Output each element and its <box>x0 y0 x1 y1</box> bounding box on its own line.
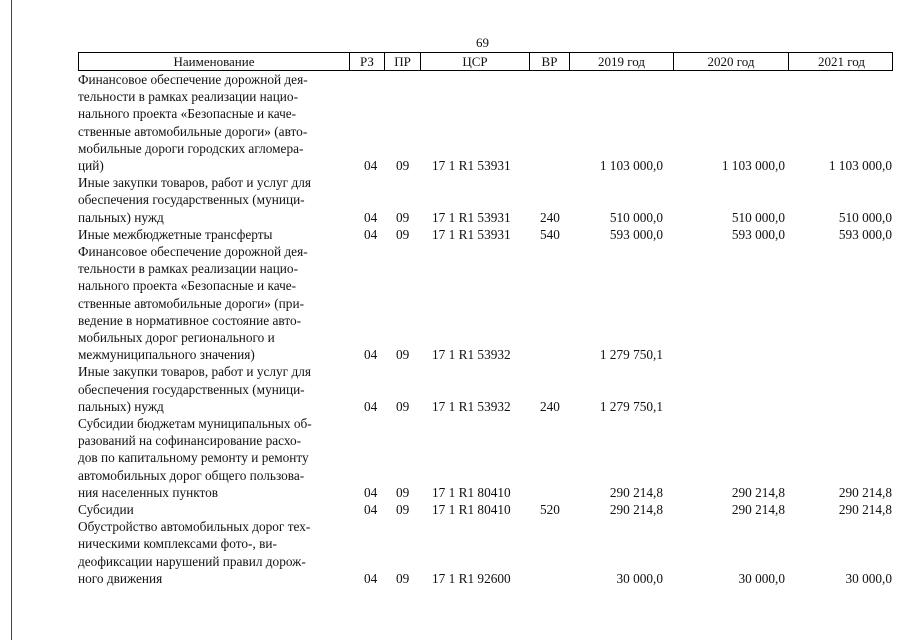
row-pr: 09 <box>396 158 410 174</box>
row-name-line: ния населенных пунктов <box>78 484 219 500</box>
row-2020: 510 000,0 <box>731 209 785 225</box>
row-pr: 09 <box>396 484 410 500</box>
row-name-line: ственные автомобильные дороги» (при- <box>78 295 304 311</box>
row-pr: 09 <box>396 502 410 518</box>
row-pr: 09 <box>396 398 410 414</box>
row-name-line: ведение в нормативное состояние авто- <box>78 312 302 328</box>
table-row <box>78 71 893 174</box>
row-pr: 09 <box>396 226 410 242</box>
row-2019: 1 279 750,1 <box>599 398 663 414</box>
row-name-line: Обустройство автомобильных дорог тех- <box>78 519 311 535</box>
row-values <box>78 484 893 501</box>
row-values <box>78 570 893 587</box>
row-name-line: Иные закупки товаров, работ и услуг для <box>78 175 311 191</box>
row-vr: 240 <box>540 398 560 414</box>
row-pr: 09 <box>396 570 410 586</box>
table-row <box>78 243 893 363</box>
row-2019: 593 000,0 <box>609 226 663 242</box>
row-2019: 290 214,8 <box>609 502 663 518</box>
table-row <box>78 415 893 501</box>
row-name-line: деофиксации нарушений правил дорож- <box>78 553 306 569</box>
header-name: Наименование <box>79 53 350 70</box>
row-values <box>78 398 893 415</box>
row-2019: 1 103 000,0 <box>599 158 663 174</box>
table-row <box>78 226 893 243</box>
budget-table <box>78 52 893 587</box>
table-row <box>78 518 893 587</box>
row-name-line: нального проекта «Безопасные и каче- <box>78 106 297 122</box>
row-name-line: обеспечения государственных (муници- <box>78 192 305 208</box>
row-csr: 17 1 R1 53931 <box>432 209 511 225</box>
row-name-line: мобильные дороги городских агломера- <box>78 140 304 156</box>
row-name-line: Финансовое обеспечение дорожной дея- <box>78 244 308 260</box>
row-rz: 04 <box>364 570 378 586</box>
row-csr: 17 1 R1 53932 <box>432 347 511 363</box>
row-2020: 593 000,0 <box>731 226 785 242</box>
header-2019: 2019 год <box>570 53 674 70</box>
row-name-line: Субсидии <box>78 502 134 518</box>
row-name-line: тельности в рамках реализации нацио- <box>78 89 298 105</box>
row-2019: 1 279 750,1 <box>599 347 663 363</box>
header-csr: ЦСР <box>421 53 530 70</box>
header-vr: ВР <box>530 53 570 70</box>
row-name-line: Финансовое обеспечение дорожной дея- <box>78 72 308 87</box>
row-rz: 04 <box>364 347 378 363</box>
row-csr: 17 1 R1 80410 <box>432 484 511 500</box>
row-rz: 04 <box>364 398 378 414</box>
row-name-line: тельности в рамках реализации нацио- <box>78 261 298 277</box>
row-2020: 290 214,8 <box>731 502 785 518</box>
header-2021: 2021 год <box>818 54 865 69</box>
row-rz: 04 <box>364 484 378 500</box>
row-values <box>78 346 893 363</box>
row-rz: 04 <box>364 226 378 242</box>
row-2021: 290 214,8 <box>838 484 892 500</box>
row-2019: 290 214,8 <box>609 484 663 500</box>
row-rz: 04 <box>364 158 378 174</box>
row-values <box>78 157 893 174</box>
row-name-line: нального проекта «Безопасные и каче- <box>78 278 297 294</box>
page-margin-rule <box>11 0 12 640</box>
row-name-line: межмуниципального значения) <box>78 347 255 363</box>
table-header <box>78 52 893 71</box>
row-vr: 540 <box>540 226 560 242</box>
row-name-line: Иные закупки товаров, работ и услуг для <box>78 364 311 380</box>
row-name-line: ническими комплексами фото-, ви- <box>78 536 277 552</box>
row-csr: 17 1 R1 53932 <box>432 398 511 414</box>
row-values <box>78 501 893 518</box>
row-csr: 17 1 R1 80410 <box>432 502 511 518</box>
row-2021: 510 000,0 <box>838 209 892 225</box>
row-2019: 30 000,0 <box>616 570 663 586</box>
row-name-line: обеспечения государственных (муници- <box>78 381 305 397</box>
row-csr: 17 1 R1 53931 <box>432 226 511 242</box>
row-name-line: автомобильных дорог общего пользова- <box>78 467 305 483</box>
row-values <box>78 209 893 226</box>
header-2020: 2020 год <box>674 53 789 70</box>
table-row <box>78 501 893 518</box>
row-2021: 30 000,0 <box>845 570 892 586</box>
row-pr: 09 <box>396 347 410 363</box>
row-pr: 09 <box>396 209 410 225</box>
header-rz: РЗ <box>350 53 385 70</box>
row-rz: 04 <box>364 502 378 518</box>
row-2020: 30 000,0 <box>738 570 785 586</box>
row-name-line: мобильных дорог регионального и <box>78 330 275 346</box>
row-name-line: ственные автомобильные дороги» (авто- <box>78 123 308 139</box>
page-number: 69 <box>476 35 489 50</box>
row-name-line: Субсидии бюджетам муниципальных об- <box>78 416 312 432</box>
row-name-line: пальных) нужд <box>78 398 164 414</box>
table-row <box>78 363 893 415</box>
table-body <box>78 71 893 587</box>
table-row <box>78 174 893 226</box>
row-name-line: дов по капитальному ремонту и ремонту <box>78 450 309 466</box>
row-2021: 1 103 000,0 <box>828 158 892 174</box>
row-2020: 1 103 000,0 <box>721 158 785 174</box>
row-2021: 290 214,8 <box>838 502 892 518</box>
row-name-line: Иные межбюджетные трансферты <box>78 226 273 242</box>
row-values <box>78 226 893 243</box>
row-name-line: пальных) нужд <box>78 209 164 225</box>
row-name-line: ного движения <box>78 570 163 586</box>
row-2019: 510 000,0 <box>609 209 663 225</box>
row-vr: 240 <box>540 209 560 225</box>
row-2021: 593 000,0 <box>838 226 892 242</box>
header-pr: ПР <box>385 53 421 70</box>
row-name-line: ций) <box>78 158 104 174</box>
row-name-line: разований на софинансирование расхо- <box>78 433 302 449</box>
row-2020: 290 214,8 <box>731 484 785 500</box>
row-csr: 17 1 R1 92600 <box>432 570 511 586</box>
row-csr: 17 1 R1 53931 <box>432 158 511 174</box>
row-rz: 04 <box>364 209 378 225</box>
row-vr: 520 <box>540 502 560 518</box>
